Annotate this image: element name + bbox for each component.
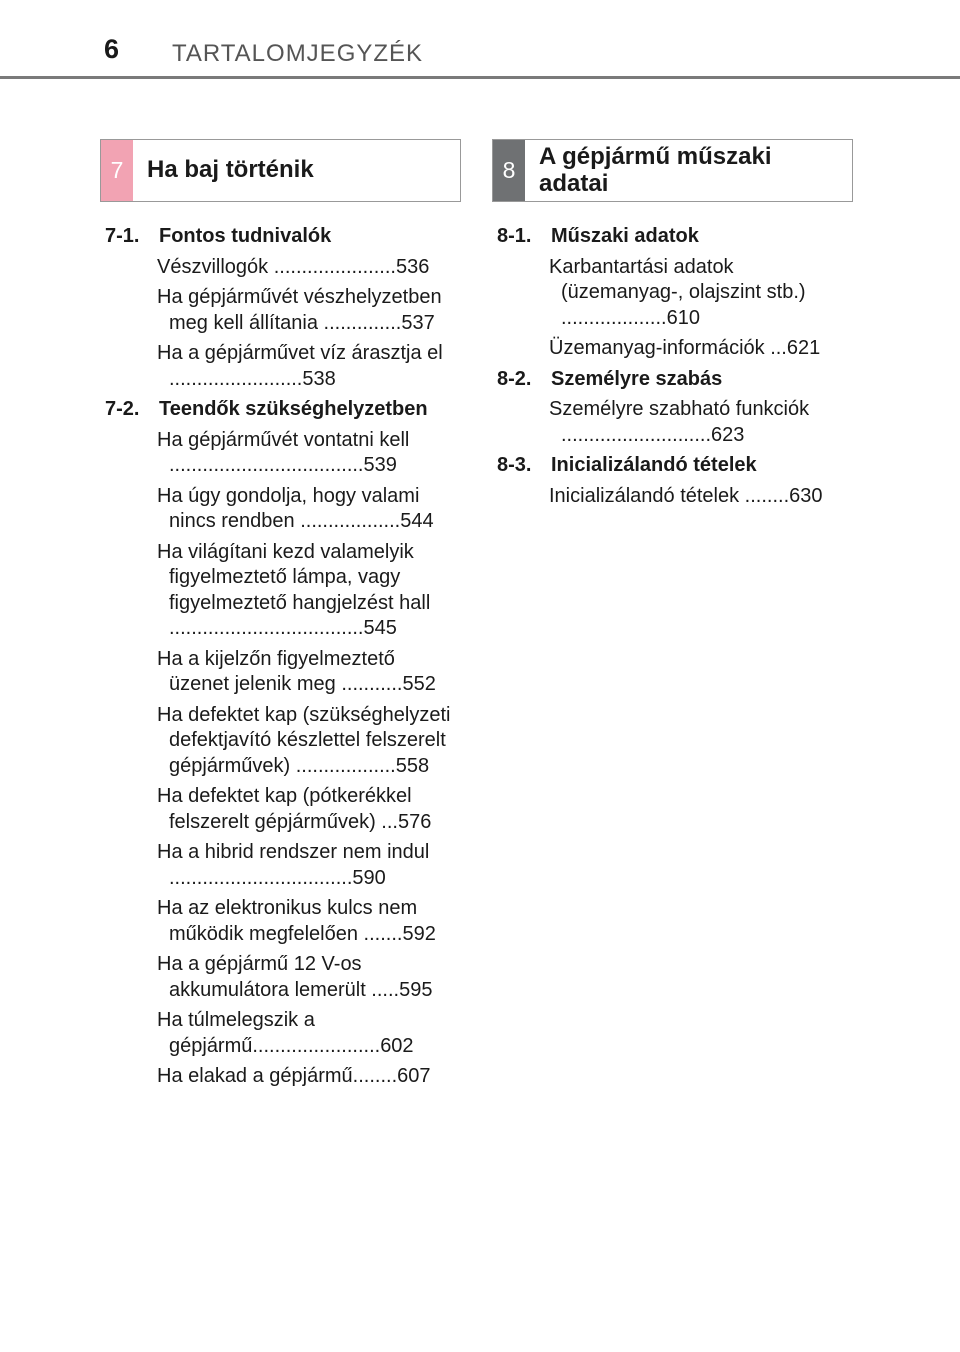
entry-page: 536 bbox=[395, 255, 430, 278]
entry-title: Üzemanyag-információk ... bbox=[549, 337, 787, 359]
section-heading bbox=[497, 367, 847, 393]
entry-title: Inicializálandó tételek ........ bbox=[549, 484, 790, 507]
entry-page: 539 bbox=[363, 454, 397, 476]
toc-entry[interactable] bbox=[157, 540, 460, 642]
section-number: 7-1. bbox=[105, 225, 140, 247]
entry-page: 538 bbox=[302, 367, 336, 390]
entry-title: Ha a hibrid rendszer nem indul ................................. bbox=[157, 841, 430, 889]
toc-entry[interactable] bbox=[157, 784, 460, 835]
toc-entry[interactable] bbox=[157, 341, 460, 392]
section-number: 7-2. bbox=[105, 398, 140, 420]
section-7-2 bbox=[105, 397, 460, 1090]
entry-page: 592 bbox=[402, 922, 436, 945]
section-8-2 bbox=[497, 367, 847, 449]
entry-title: Ha a gépjárművet víz árasztja el ........................ bbox=[157, 342, 443, 390]
chapter-8-tab: 8 bbox=[493, 140, 525, 201]
entry-title: Ha úgy gondolja, hogy valami nincs rendben .................. bbox=[157, 484, 420, 532]
section-heading bbox=[105, 397, 460, 423]
entry-title: Ha a kijelzőn figyelmeztető üzenet jelenik meg ........... bbox=[157, 647, 403, 695]
toc-entry[interactable] bbox=[157, 1008, 460, 1059]
section-heading bbox=[497, 453, 847, 479]
toc-entry[interactable] bbox=[157, 896, 460, 947]
chapter-8-header bbox=[492, 139, 853, 202]
section-title[interactable]: Műszaki adatok bbox=[551, 225, 699, 247]
page-title: TARTALOMJEGYZÉK bbox=[172, 40, 424, 67]
toc-entry[interactable] bbox=[157, 484, 460, 535]
section-number: 8-1. bbox=[497, 225, 532, 247]
entry-page: 537 bbox=[401, 311, 435, 334]
entry-title: Ha gépjárművét vészhelyzetben meg kell állítania .............. bbox=[157, 286, 442, 334]
section-8-1 bbox=[497, 224, 847, 362]
entry-page: 545 bbox=[363, 617, 397, 639]
entry-page: 621 bbox=[786, 337, 821, 359]
entry-page: 552 bbox=[402, 673, 436, 695]
entry-page: 595 bbox=[399, 978, 433, 1001]
section-heading bbox=[105, 224, 460, 250]
toc-entry[interactable] bbox=[549, 255, 847, 332]
chapter-8-title: A gépjármű műszaki adatai bbox=[539, 143, 772, 197]
section-number: 8-3. bbox=[497, 454, 532, 476]
section-number: 8-2. bbox=[497, 367, 532, 390]
entry-title: Ha gépjárművét vontatni kell ................................... bbox=[157, 428, 410, 476]
toc-entry[interactable] bbox=[549, 397, 847, 448]
toc-entry[interactable] bbox=[157, 255, 460, 281]
entry-page: 623 bbox=[711, 423, 745, 446]
toc-entry[interactable] bbox=[157, 647, 460, 698]
entry-title: Ha túlmelegszik a gépjármű....................... bbox=[157, 1009, 381, 1057]
entry-page: 590 bbox=[352, 866, 386, 889]
section-title[interactable]: Fontos tudnivalók bbox=[159, 225, 332, 247]
section-heading bbox=[497, 224, 847, 250]
toc-entry[interactable] bbox=[157, 952, 460, 1003]
header-divider bbox=[0, 76, 960, 79]
chapter-7-header bbox=[100, 139, 461, 202]
toc-entry[interactable] bbox=[157, 1064, 460, 1090]
page-number: 6 bbox=[104, 34, 120, 64]
page-header bbox=[0, 0, 960, 80]
entry-title: Karbantartási adatok (üzemanyag-, olajszint stb.) ................... bbox=[549, 255, 806, 329]
section-title[interactable]: Inicializálandó tételek bbox=[551, 454, 757, 476]
entry-page: 576 bbox=[397, 810, 432, 833]
entry-title: Ha elakad a gépjármű........ bbox=[157, 1065, 398, 1087]
chapter-8-contents bbox=[497, 224, 847, 514]
section-7-1 bbox=[105, 224, 460, 392]
chapter-7-contents bbox=[105, 224, 460, 1095]
toc-entry[interactable] bbox=[157, 428, 460, 479]
toc-entry[interactable] bbox=[157, 285, 460, 336]
toc-entry[interactable] bbox=[157, 703, 460, 780]
entry-page: 602 bbox=[380, 1034, 414, 1057]
entry-page: 607 bbox=[397, 1065, 431, 1087]
entry-title: Ha defektet kap (pótkerékkel felszerelt gépjárművek) ... bbox=[157, 785, 412, 833]
toc-entry[interactable] bbox=[549, 484, 847, 510]
entry-title: Ha a gépjármű 12 V-os akkumulátora lemerült ..... bbox=[157, 953, 400, 1001]
entry-title: Ha defektet kap (szükséghelyzeti defektjavító készlettel felszerelt gépjárművek) .................. bbox=[157, 703, 451, 777]
entry-title: Ha világítani kezd valamelyik figyelmeztető lámpa, vagy figyelmeztető hangjelzést hall ................................... bbox=[157, 540, 431, 639]
section-title[interactable]: Személyre szabás bbox=[551, 367, 723, 390]
entry-title: Ha az elektronikus kulcs nem működik megfelelően ....... bbox=[157, 897, 418, 945]
entry-page: 544 bbox=[400, 510, 434, 532]
entry-title: Személyre szabható funkciók ........................... bbox=[549, 398, 810, 446]
entry-title: Vészvillogók ...................... bbox=[157, 255, 396, 278]
toc-entry[interactable] bbox=[549, 336, 847, 362]
section-title[interactable]: Teendők szükséghelyzetben bbox=[159, 398, 428, 420]
entry-page: 630 bbox=[789, 484, 823, 507]
entry-page: 558 bbox=[395, 754, 430, 777]
section-8-3 bbox=[497, 453, 847, 509]
chapter-7-tab: 7 bbox=[101, 140, 133, 201]
entry-page: 610 bbox=[666, 306, 700, 329]
chapter-7-title: Ha baj történik bbox=[147, 156, 314, 184]
toc-entry[interactable] bbox=[157, 840, 460, 891]
